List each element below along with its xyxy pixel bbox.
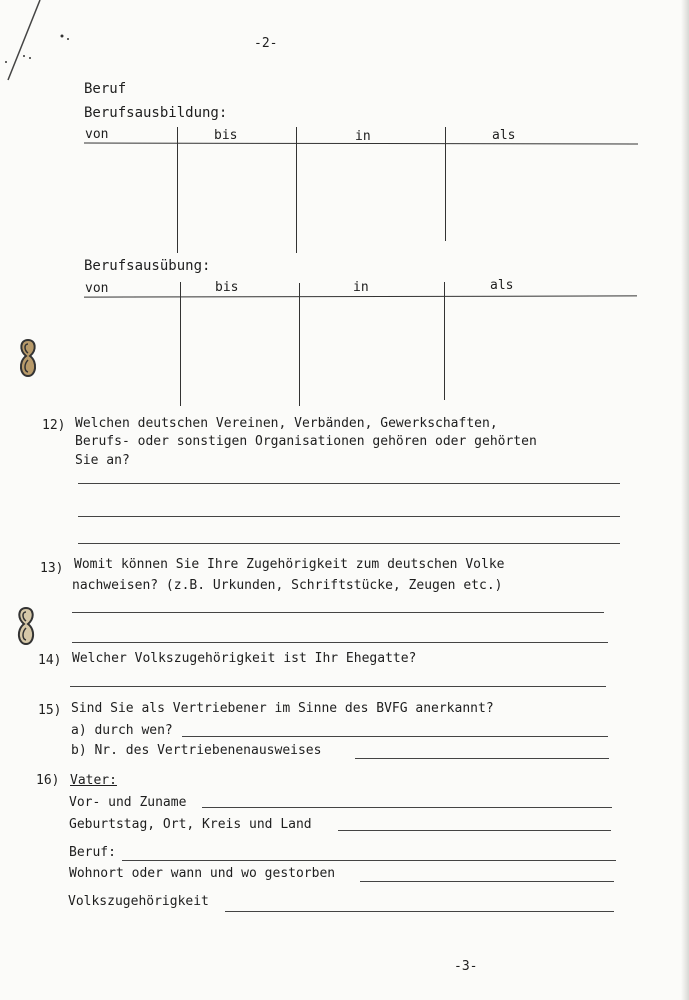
page-number-top: -2-	[254, 36, 278, 51]
answer-line[interactable]	[202, 807, 612, 808]
col-header-von: von	[85, 281, 109, 296]
col-header-in: in	[353, 280, 369, 295]
column-divider	[296, 127, 297, 253]
answer-line[interactable]	[122, 860, 616, 861]
column-divider	[445, 127, 446, 241]
question-text-line: Sind Sie als Vertriebener im Sinne des BVFG anerkannt?	[71, 701, 494, 716]
col-header-bis: bis	[214, 128, 238, 143]
answer-line[interactable]	[338, 830, 611, 831]
column-divider	[180, 282, 181, 406]
question-number: 14)	[38, 653, 62, 668]
sub-question-b: b) Nr. des Vertriebenenausweises	[71, 743, 322, 758]
col-header-in: in	[355, 129, 371, 144]
answer-line[interactable]	[70, 686, 606, 687]
vater-heading: Vater:	[70, 773, 117, 788]
page-corner-mark	[0, 0, 90, 90]
question-number: 13)	[40, 561, 64, 576]
answer-line[interactable]	[182, 736, 608, 737]
field-label-volkszugehoerigkeit: Volkszugehörigkeit	[68, 894, 209, 909]
sub-question-a: a) durch wen?	[71, 723, 173, 738]
question-text-line: Welcher Volkszugehörigkeit ist Ihr Ehegatte?	[72, 651, 417, 666]
page-edge-shadow	[681, 0, 689, 1000]
table-header-line	[84, 143, 638, 145]
field-label-beruf: Beruf:	[69, 845, 116, 860]
question-text-line: Berufs- oder sonstigen Organisationen gehören oder gehörten	[75, 434, 537, 449]
question-number: 16)	[36, 773, 60, 788]
ausuebung-heading: Berufsausübung:	[84, 258, 211, 274]
answer-line[interactable]	[225, 911, 614, 912]
question-text-line: Welchen deutschen Vereinen, Verbänden, Gewerkschaften,	[75, 416, 498, 431]
answer-line[interactable]	[78, 483, 620, 484]
answer-line[interactable]	[78, 516, 620, 517]
punch-hole-clip-icon	[14, 338, 44, 380]
column-divider	[444, 282, 445, 400]
col-header-als: als	[492, 128, 516, 143]
answer-line[interactable]	[360, 881, 614, 882]
ausbildung-heading: Berufsausbildung:	[84, 105, 228, 121]
col-header-als: als	[490, 278, 514, 293]
column-divider	[299, 283, 300, 406]
section-title-beruf: Beruf	[84, 81, 127, 97]
question-text-line: nachweisen? (z.B. Urkunden, Schriftstücke, Zeugen etc.)	[72, 578, 503, 593]
table-header-line	[84, 295, 637, 297]
col-header-bis: bis	[215, 280, 239, 295]
punch-hole-clip-icon-2	[12, 606, 42, 648]
field-label-name: Vor- und Zuname	[69, 795, 187, 810]
answer-line[interactable]	[78, 543, 620, 544]
answer-line[interactable]	[355, 758, 609, 759]
answer-line[interactable]	[72, 612, 604, 613]
question-text-line: Sie an?	[75, 453, 130, 468]
answer-line[interactable]	[72, 642, 608, 643]
question-number: 12)	[42, 418, 66, 433]
field-label-geburtstag: Geburtstag, Ort, Kreis und Land	[69, 817, 312, 832]
page-number-bottom: -3-	[454, 959, 478, 974]
question-text-line: Womit können Sie Ihre Zugehörigkeit zum deutschen Volke	[74, 557, 505, 572]
col-header-von: von	[85, 127, 109, 142]
question-number: 15)	[38, 703, 62, 718]
column-divider	[177, 127, 178, 253]
field-label-wohnort: Wohnort oder wann und wo gestorben	[69, 866, 336, 881]
